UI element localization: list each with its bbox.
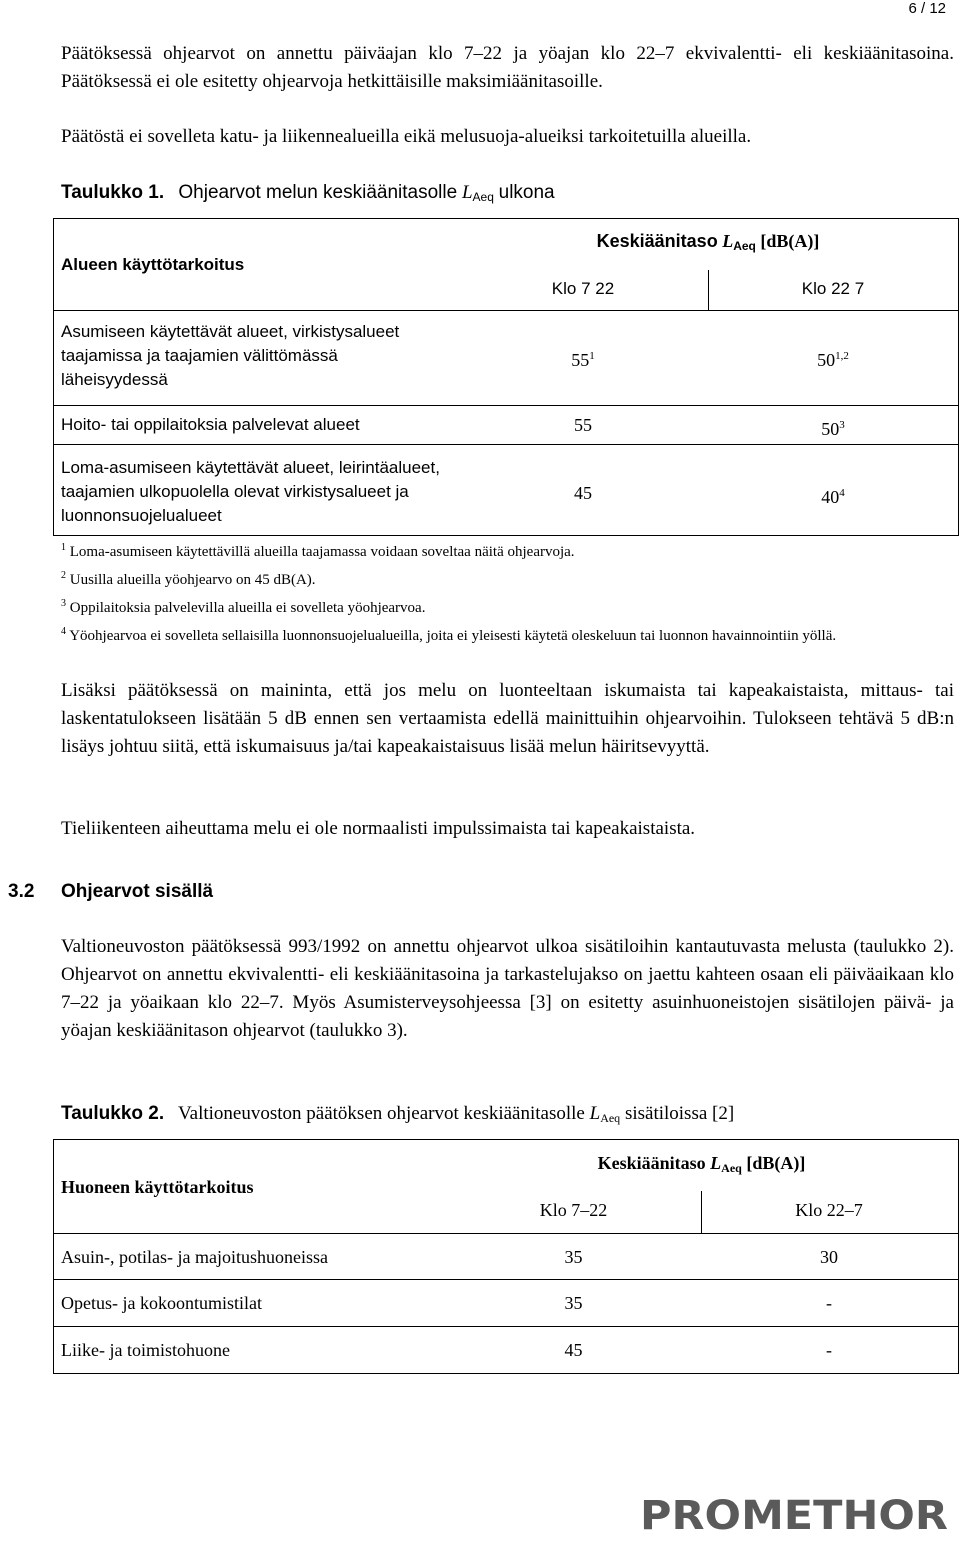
table1-row3-use: Loma-asumiseen käytettävät alueet, leirintäalueet, taajamien ulkopuolella olevat virkistysalueet ja luonnonsuojelualueet bbox=[61, 458, 440, 525]
footnote-2-number: 2 bbox=[61, 570, 66, 581]
table2-col-night: Klo 22–7 bbox=[795, 1200, 863, 1220]
table1-row1-day-value: 55 bbox=[571, 350, 590, 370]
table1-caption-text: Ohjearvot melun keskiäänitasolle bbox=[178, 182, 458, 203]
footnote-4 bbox=[61, 620, 954, 648]
footnote-1-number: 1 bbox=[61, 542, 66, 553]
table2-row-divider-2 bbox=[53, 1326, 958, 1327]
table2-row2-use: Opetus- ja kokoontumistilat bbox=[61, 1293, 262, 1313]
table1-caption bbox=[61, 179, 954, 211]
table1-caption-label: Taulukko 1. bbox=[61, 182, 165, 203]
table2-caption-tail: sisätiloissa [2] bbox=[624, 1103, 735, 1124]
footnote-4-text: Yöohjearvoa ei sovelleta sellaisilla luonnonsuojelualueilla, joita ei yleisesti käytetä oleskeluun tai luonnon havainnointiin yöllä. bbox=[69, 628, 837, 644]
logo-wordmark: PROMETHOR bbox=[640, 1493, 948, 1537]
table2-row2-night: - bbox=[826, 1293, 832, 1313]
body-paragraph-1: Lisäksi päätöksessä on maininta, että jos melu on luonteeltaan iskumaista tai kapeakaistaista, mittaus- tai laskentatulokseen lisätään 5 dB ennen sen vertaamista edellä mainittuihin ohjearvoihin. Tulokseen tehtävä 5 dB:n lisäys johtuu siitä, että iskumaisuus ja/tai kapeakaistaisuus lisää melun häiritsevyyttä. bbox=[61, 680, 954, 757]
table1-row1-night bbox=[708, 344, 958, 372]
table1-row2-night bbox=[708, 413, 958, 441]
table2-col-day: Klo 7–22 bbox=[539, 1200, 608, 1220]
promethor-logo bbox=[640, 1491, 952, 1542]
section-title: Ohjearvot sisällä bbox=[61, 881, 214, 902]
table1-caption-sub: Aeq bbox=[472, 190, 494, 204]
table2-row1-night: 30 bbox=[820, 1247, 838, 1267]
body-paragraph-2: Tieliikenteen aiheuttama melu ei ole normaalisti impulssimaista tai kapeakaistaista. bbox=[61, 818, 696, 839]
table2-caption bbox=[61, 1100, 954, 1132]
table1-row3-night-value: 40 bbox=[821, 487, 840, 507]
intro-paragraph-2: Päätöstä ei sovelleta katu- ja liikennealueilla eikä melusuoja-alueiksi tarkoitetuilla alueilla. bbox=[61, 126, 752, 147]
intro-paragraph-1: Päätöksessä ohjearvot on annettu päiväajan klo 7–22 ja yöajan klo 22–7 ekvivalentti- eli keskiäänitasoina. Päätöksessä ei ole esitetty ohjearvoja hetkittäisille maksimiäänitasoille. bbox=[61, 43, 954, 92]
table2-row3-use: Liike- ja toimistohuone bbox=[61, 1340, 230, 1360]
table1-row1-use: Asumiseen käytettävät alueet, virkistysalueet taajamissa ja taajamien välittömässä läheisyydessä bbox=[61, 322, 400, 389]
table2-caption-sub: Aeq bbox=[600, 1111, 621, 1125]
table2-row-divider-1 bbox=[53, 1279, 958, 1280]
table1-caption-tail: ulkona bbox=[498, 182, 555, 203]
table1-header-unit: [dB(A)] bbox=[760, 231, 820, 251]
table1-header-symbol: L bbox=[722, 231, 734, 251]
table2-header-level bbox=[446, 1151, 957, 1180]
table2-header-symbol: L bbox=[710, 1153, 722, 1173]
table1-header-divider bbox=[53, 310, 958, 311]
table1-row1-day-note: 1 bbox=[589, 350, 595, 362]
footnote-1 bbox=[61, 536, 954, 564]
footnote-2-text: Uusilla alueilla yöohjearvo on 45 dB(A). bbox=[69, 572, 316, 588]
table2-header-divider bbox=[53, 1233, 958, 1234]
table1-header-level bbox=[458, 229, 958, 258]
table1-row1-day bbox=[458, 344, 708, 372]
table2-row3-night: - bbox=[826, 1340, 832, 1360]
table2-header-use: Huoneen käyttötarkoitus bbox=[61, 1177, 254, 1197]
table1-row2-day bbox=[458, 413, 708, 437]
footnote-2 bbox=[61, 564, 954, 592]
footnote-1-text: Loma-asumiseen käytettävillä alueilla taajamassa voidaan soveltaa näitä ohjearvoja. bbox=[69, 544, 575, 560]
table1-footnotes bbox=[61, 536, 954, 648]
table1-row2-night-value: 50 bbox=[821, 419, 840, 439]
section-paragraph: Valtioneuvoston päätöksessä 993/1992 on annettu ohjearvot ulkoa sisätiloihin kantautuvasta melusta (taulukko 2). Ohjearvot on annettu ekvivalentti- eli keskiäänitasoina ja tarkastelujakso on jaettu kahteen osaan eli päiväaikaan klo 7–22 ja yöaikaan klo 22–7. Myös Asumisterveysohjeessa [3] on esitetty asuinhuoneistojen sisätilojen päivä- ja yöajan keskiäänitason ohjearvot (taulukko 3). bbox=[61, 936, 954, 1041]
table2-caption-symbol: L bbox=[589, 1103, 601, 1124]
table1-header-use: Alueen käyttötarkoitus bbox=[61, 255, 245, 274]
table1-row2-use: Hoito- tai oppilaitoksia palvelevat alueet bbox=[61, 415, 360, 434]
table1-row-divider-1 bbox=[53, 405, 958, 406]
table1-row3-day bbox=[458, 481, 708, 505]
promethor-logo-graphic bbox=[640, 1491, 952, 1537]
footnote-3-text: Oppilaitoksia palvelevilla alueilla ei sovelleta yöohjearvoa. bbox=[69, 600, 426, 616]
table1-row3-day-value: 45 bbox=[574, 483, 592, 503]
table2-header-level-label: Keskiäänitaso bbox=[597, 1153, 706, 1173]
footnote-4-number: 4 bbox=[61, 626, 66, 637]
section-number: 3.2 bbox=[8, 881, 35, 902]
table2-row1-day: 35 bbox=[564, 1247, 583, 1267]
table1-row3-night bbox=[708, 481, 958, 509]
table2-header-unit: [dB(A)] bbox=[746, 1153, 806, 1173]
table1-row3-night-note: 4 bbox=[839, 487, 845, 499]
table2-row2-day: 35 bbox=[564, 1293, 583, 1313]
table1-row1-night-note: 1,2 bbox=[835, 350, 849, 362]
table1-row2-day-value: 55 bbox=[574, 415, 592, 435]
table2-row3-day: 45 bbox=[564, 1340, 583, 1360]
footnote-3 bbox=[61, 592, 954, 620]
table1-col-day: Klo 7 22 bbox=[551, 279, 615, 298]
table1-row2-night-note: 3 bbox=[839, 419, 845, 431]
table1-row-divider-2 bbox=[53, 444, 958, 445]
table2-caption-text: Valtioneuvoston päätöksen ohjearvot keskiäänitasolle bbox=[178, 1103, 585, 1124]
table1-header-sub: Aeq bbox=[733, 239, 756, 253]
table1-row1-night-value: 50 bbox=[817, 350, 836, 370]
page-number: 6 / 12 bbox=[908, 0, 946, 17]
table1-header-level-label: Keskiäänitaso bbox=[596, 231, 718, 251]
table1-caption-symbol: L bbox=[461, 182, 473, 203]
table2-row1-use: Asuin-, potilas- ja majoitushuoneissa bbox=[61, 1247, 328, 1267]
table1-col-night: Klo 22 7 bbox=[801, 279, 865, 298]
table2-caption-label: Taulukko 2. bbox=[61, 1103, 165, 1124]
table2-header-sub: Aeq bbox=[721, 1161, 742, 1175]
footnote-3-number: 3 bbox=[61, 598, 66, 609]
